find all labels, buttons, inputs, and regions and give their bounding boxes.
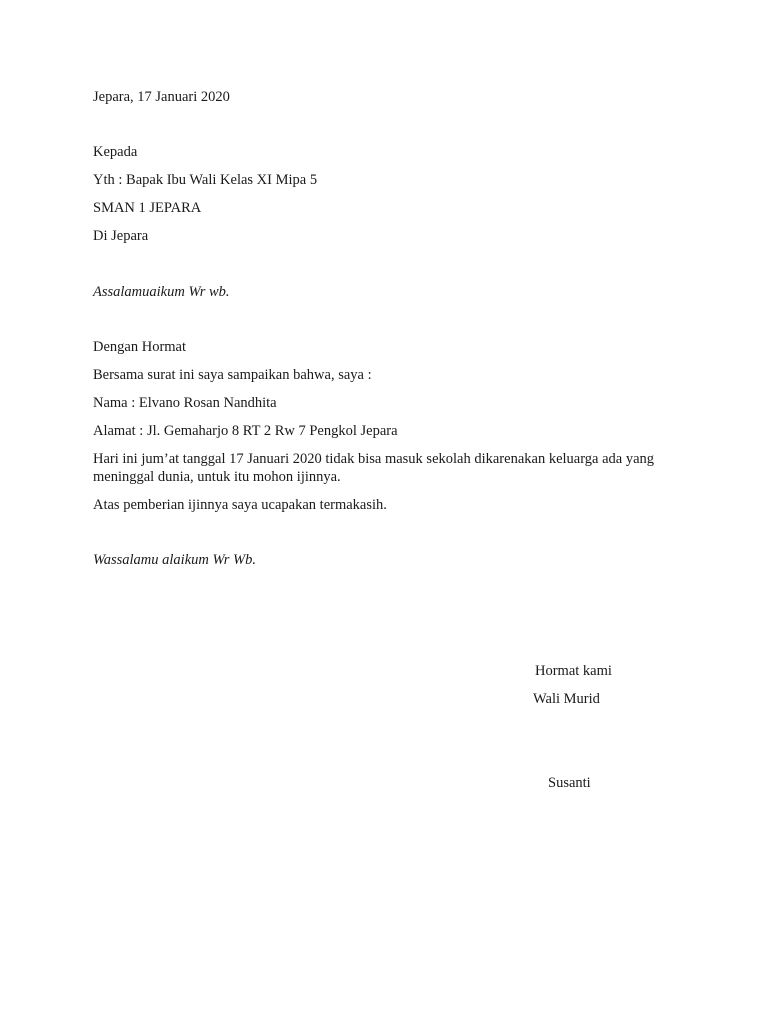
signature-hormat: Hormat kami xyxy=(535,663,612,679)
name-line: Nama : Elvano Rosan Nandhita xyxy=(93,395,277,411)
recipient-kepada: Kepada xyxy=(93,144,138,160)
signature-name: Susanti xyxy=(548,775,591,791)
opening-greeting: Assalamuaikum Wr wb. xyxy=(93,284,230,300)
recipient-school: SMAN 1 JEPARA xyxy=(93,200,202,216)
body-paragraph: Hari ini jum’at tanggal 17 Januari 2020 tidak bisa masuk sekolah dikarenakan keluarga ada yang meninggal dunia, untuk itu mohon ijinnya. xyxy=(93,451,655,485)
address-line: Alamat : Jl. Gemaharjo 8 RT 2 Rw 7 Pengkol Jepara xyxy=(93,423,398,439)
salutation: Dengan Hormat xyxy=(93,339,187,355)
recipient-location: Di Jepara xyxy=(93,228,149,244)
signature-role: Wali Murid xyxy=(533,691,600,707)
recipient-yth: Yth : Bapak Ibu Wali Kelas XI Mipa 5 xyxy=(93,172,318,188)
thanks-line: Atas pemberian ijinnya saya ucapakan termakasih. xyxy=(93,497,387,513)
closing-greeting: Wassalamu alaikum Wr Wb. xyxy=(93,552,256,568)
date-line: Jepara, 17 Januari 2020 xyxy=(93,89,230,105)
intro-line: Bersama surat ini saya sampaikan bahwa, saya : xyxy=(93,367,372,383)
